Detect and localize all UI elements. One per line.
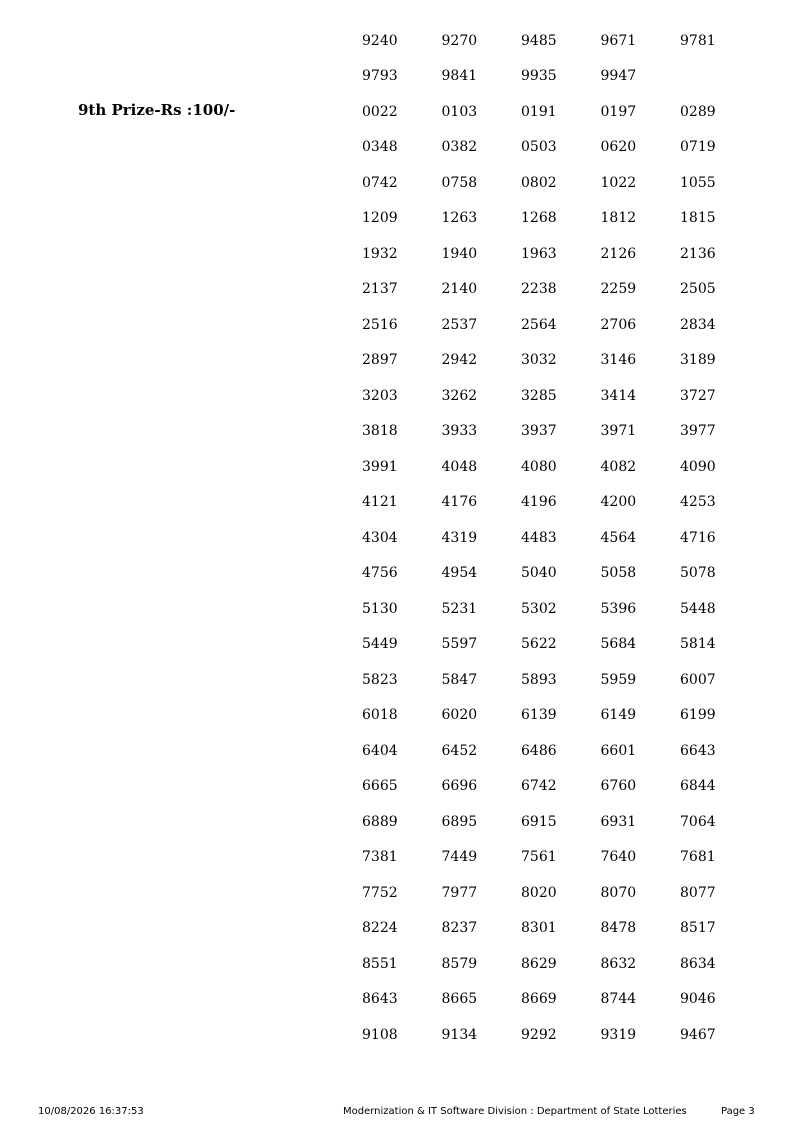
ticket-number: 3971	[600, 423, 637, 440]
ticket-number: 1022	[600, 174, 637, 191]
number-row	[362, 698, 762, 734]
prize-label: 9th Prize-Rs :100/-	[78, 101, 236, 119]
ticket-number: 9319	[600, 1026, 637, 1043]
ticket-number: 2706	[600, 316, 637, 333]
ticket-number: 8634	[680, 955, 716, 972]
ticket-number: 9467	[680, 1026, 716, 1043]
ticket-number: 3262	[441, 387, 478, 404]
number-row	[362, 272, 762, 308]
ticket-number: 6844	[680, 778, 716, 795]
ticket-number: 6007	[680, 671, 716, 688]
ticket-number: 9947	[600, 68, 637, 85]
ticket-number: 9671	[600, 32, 637, 49]
number-row	[362, 662, 762, 698]
number-row	[362, 769, 762, 805]
ticket-number: 5959	[600, 671, 637, 688]
winning-numbers-grid	[362, 23, 762, 1053]
footer-timestamp: 10/08/2026 16:37:53	[38, 1106, 144, 1117]
ticket-number: 8224	[362, 920, 398, 937]
ticket-number: 3032	[521, 352, 557, 369]
number-row	[362, 804, 762, 840]
footer-page-number: Page 3	[721, 1106, 755, 1117]
ticket-number: 6643	[680, 742, 716, 759]
ticket-number: 3818	[362, 423, 398, 440]
ticket-number: 0103	[441, 103, 478, 120]
ticket-number: 3285	[521, 387, 557, 404]
ticket-number: 1209	[362, 210, 398, 227]
ticket-number: 2259	[600, 281, 637, 298]
ticket-number: 9935	[521, 68, 557, 85]
number-row	[362, 1017, 762, 1053]
ticket-number: 8077	[680, 884, 716, 901]
ticket-number: 2140	[441, 281, 478, 298]
number-row	[362, 520, 762, 556]
ticket-number: 8665	[441, 991, 478, 1008]
ticket-number: 0742	[362, 174, 398, 191]
ticket-number: 6486	[521, 742, 557, 759]
ticket-number: 4564	[600, 529, 637, 546]
number-row	[362, 378, 762, 414]
number-row	[362, 165, 762, 201]
ticket-number: 6665	[362, 778, 398, 795]
ticket-number: 4196	[521, 494, 557, 511]
ticket-number: 8643	[362, 991, 398, 1008]
ticket-number: 4048	[441, 458, 478, 475]
ticket-number: 2126	[600, 245, 637, 262]
number-row	[362, 556, 762, 592]
ticket-number: 7561	[521, 849, 557, 866]
number-row	[362, 733, 762, 769]
ticket-number: 3977	[680, 423, 716, 440]
ticket-number: 2136	[680, 245, 716, 262]
ticket-number: 5847	[441, 671, 478, 688]
ticket-number: 2897	[362, 352, 398, 369]
ticket-number: 6199	[680, 707, 716, 724]
ticket-number: 4253	[680, 494, 716, 511]
ticket-number: 8629	[521, 955, 557, 972]
ticket-number: 5449	[362, 636, 398, 653]
ticket-number: 8478	[600, 920, 637, 937]
ticket-number: 5893	[521, 671, 557, 688]
number-row	[362, 449, 762, 485]
ticket-number: 2942	[441, 352, 478, 369]
ticket-number: 4082	[600, 458, 637, 475]
number-row	[362, 591, 762, 627]
ticket-number: 0022	[362, 103, 398, 120]
ticket-number: 2516	[362, 316, 398, 333]
ticket-number: 1940	[441, 245, 478, 262]
ticket-number: 0289	[680, 103, 716, 120]
ticket-number: 6889	[362, 813, 398, 830]
ticket-number: 3991	[362, 458, 398, 475]
ticket-number: 5823	[362, 671, 398, 688]
ticket-number: 6601	[600, 742, 637, 759]
ticket-number: 5302	[521, 600, 557, 617]
ticket-number: 1932	[362, 245, 398, 262]
ticket-number: 6020	[441, 707, 478, 724]
ticket-number: 5231	[441, 600, 478, 617]
ticket-number: 0719	[680, 139, 716, 156]
ticket-number: 0348	[362, 139, 398, 156]
ticket-number: 3933	[441, 423, 478, 440]
ticket-number: 3203	[362, 387, 398, 404]
ticket-number: 1812	[600, 210, 637, 227]
ticket-number: 9270	[441, 32, 478, 49]
number-row	[362, 23, 762, 59]
number-row	[362, 236, 762, 272]
ticket-number: 5622	[521, 636, 557, 653]
footer-division: Modernization & IT Software Division : Department of State Lotteries	[343, 1106, 687, 1117]
ticket-number: 5130	[362, 600, 398, 617]
ticket-number: 3414	[600, 387, 637, 404]
number-row	[362, 911, 762, 947]
ticket-number: 5078	[680, 565, 716, 582]
ticket-number: 6760	[600, 778, 637, 795]
ticket-number: 5058	[600, 565, 637, 582]
ticket-number: 5814	[680, 636, 716, 653]
ticket-number: 6404	[362, 742, 398, 759]
ticket-number: 2238	[521, 281, 557, 298]
ticket-number: 9841	[441, 68, 478, 85]
ticket-number: 8237	[441, 920, 478, 937]
number-row	[362, 201, 762, 237]
ticket-number: 6452	[441, 742, 478, 759]
ticket-number: 6895	[441, 813, 478, 830]
ticket-number: 0758	[441, 174, 478, 191]
ticket-number: 5684	[600, 636, 637, 653]
ticket-number: 8020	[521, 884, 557, 901]
ticket-number: 3937	[521, 423, 557, 440]
ticket-number: 7449	[441, 849, 478, 866]
ticket-number: 4090	[680, 458, 716, 475]
number-row	[362, 414, 762, 450]
ticket-number: 8517	[680, 920, 716, 937]
ticket-number: 9046	[680, 991, 716, 1008]
ticket-number: 8744	[600, 991, 637, 1008]
ticket-number: 7681	[680, 849, 716, 866]
ticket-number: 4756	[362, 565, 398, 582]
ticket-number: 8669	[521, 991, 557, 1008]
ticket-number: 7640	[600, 849, 637, 866]
number-row	[362, 627, 762, 663]
number-row	[362, 59, 762, 95]
ticket-number: 9781	[680, 32, 716, 49]
ticket-number: 9240	[362, 32, 398, 49]
ticket-number: 4954	[441, 565, 478, 582]
ticket-number: 4304	[362, 529, 398, 546]
ticket-number: 8070	[600, 884, 637, 901]
ticket-number: 8632	[600, 955, 637, 972]
ticket-number: 6931	[600, 813, 637, 830]
number-row	[362, 94, 762, 130]
ticket-number: 2834	[680, 316, 716, 333]
ticket-number: 4080	[521, 458, 557, 475]
ticket-number: 4319	[441, 529, 478, 546]
number-row	[362, 982, 762, 1018]
ticket-number: 4121	[362, 494, 398, 511]
number-row	[362, 840, 762, 876]
ticket-number: 5597	[441, 636, 478, 653]
ticket-number: 0191	[521, 103, 557, 120]
ticket-number: 7977	[441, 884, 478, 901]
ticket-number: 7752	[362, 884, 398, 901]
ticket-number: 9292	[521, 1026, 557, 1043]
ticket-number: 5396	[600, 600, 637, 617]
ticket-number: 0503	[521, 139, 557, 156]
ticket-number: 8551	[362, 955, 398, 972]
ticket-number: 4176	[441, 494, 478, 511]
ticket-number: 4483	[521, 529, 557, 546]
ticket-number: 4716	[680, 529, 716, 546]
ticket-number: 3189	[680, 352, 716, 369]
ticket-number: 1963	[521, 245, 557, 262]
ticket-number: 1268	[521, 210, 557, 227]
number-row	[362, 130, 762, 166]
ticket-number: 2564	[521, 316, 557, 333]
number-row	[362, 485, 762, 521]
ticket-number: 9134	[441, 1026, 478, 1043]
ticket-number: 3727	[680, 387, 716, 404]
ticket-number: 6696	[441, 778, 478, 795]
ticket-number: 0382	[441, 139, 478, 156]
ticket-number: 7064	[680, 813, 716, 830]
ticket-number: 9108	[362, 1026, 398, 1043]
ticket-number: 6915	[521, 813, 557, 830]
ticket-number: 5448	[680, 600, 716, 617]
number-row	[362, 875, 762, 911]
ticket-number: 3146	[600, 352, 637, 369]
ticket-number: 0802	[521, 174, 557, 191]
ticket-number: 8301	[521, 920, 557, 937]
ticket-number: 1055	[680, 174, 716, 191]
ticket-number: 2537	[441, 316, 478, 333]
ticket-number: 9485	[521, 32, 557, 49]
number-row	[362, 307, 762, 343]
ticket-number: 6742	[521, 778, 557, 795]
ticket-number: 1263	[441, 210, 478, 227]
ticket-number: 0197	[600, 103, 637, 120]
ticket-number: 7381	[362, 849, 398, 866]
ticket-number: 2137	[362, 281, 398, 298]
ticket-number: 6018	[362, 707, 398, 724]
ticket-number: 1815	[680, 210, 716, 227]
number-row	[362, 343, 762, 379]
ticket-number: 4200	[600, 494, 637, 511]
ticket-number: 5040	[521, 565, 557, 582]
ticket-number: 2505	[680, 281, 716, 298]
ticket-number: 6149	[600, 707, 637, 724]
ticket-number: 9793	[362, 68, 398, 85]
ticket-number: 8579	[441, 955, 478, 972]
ticket-number: 0620	[600, 139, 637, 156]
number-row	[362, 946, 762, 982]
ticket-number: 6139	[521, 707, 557, 724]
